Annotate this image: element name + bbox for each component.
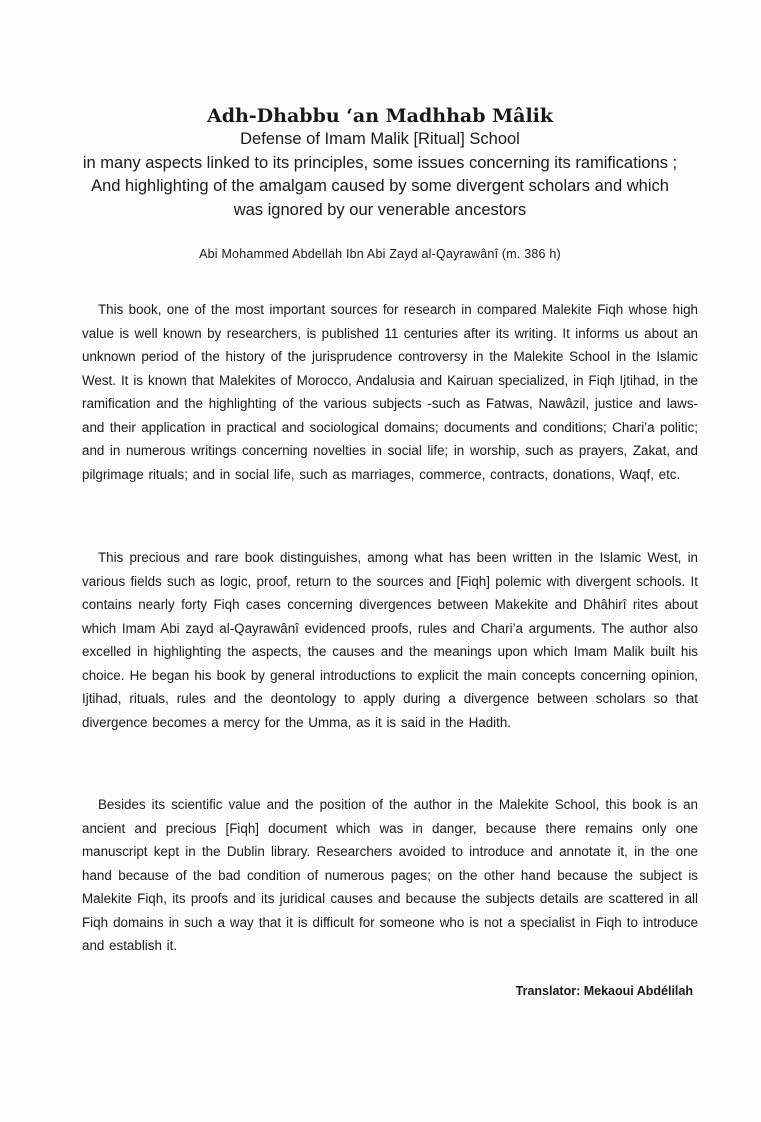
subtitle-line-2: in many aspects linked to its principles, some issues concerning its ramifications ; — [82, 153, 678, 172]
subtitle-line-4: was ignored by our venerable ancestors — [233, 200, 527, 219]
paragraph-2: This precious and rare book distinguishes, among what has been written in the Islamic West, in various fields such as logic, proof, return to the sources and [Fiqh] polemic with divergent schools. It contains nearly forty Fiqh cases concerning divergences between Makekite and Dhâhirî rites about which Imam Abi zayd al-Qayrawânî evidenced proofs, rules and Chari’a arguments. The author also excelled in highlighting the aspects, the causes and the meanings upon which Imam Malik built his choice. He began his book by general introductions to explicit the main concepts concerning opinion, Ijtihad, rituals, rules and the deontology to apply during a divergence between scholars so that divergence becomes a mercy for the Umma, as it is said in the Hadith. — [82, 550, 698, 730]
author-line: Abi Mohammed Abdellah Ibn Abi Zayd al-Qayrawânî (m. 386 h) — [199, 247, 561, 261]
paragraph-1: This book, one of the most important sources for research in compared Malekite Fiqh whose high value is well known by researchers, is published 11 centuries after its writing. It informs us about an unknown period of the history of the jurisprudence controversy in the Malekite School in the Islamic West. It is known that Malekites of Morocco, Andalusia and Kairuan specialized, in Fiqh Ijtihad, in the ramification and the highlighting of the various subjects -such as Fatwas, Nawâzil, justice and laws- and their application in practical and sociological domains; documents and conditions; Chari’a politic; and in numerous writings concerning novelties in social life; in worship, such as prayers, Zakat, and pilgrimage rituals; and in social life, such as marriages, commerce, contracts, donations, Waqf, etc. — [82, 302, 698, 482]
title-block — [60, 104, 700, 222]
translator-credit: Translator: Mekaoui Abdélilah — [515, 984, 693, 998]
subtitle-line-1: Defense of Imam Malik [Ritual] School — [240, 130, 520, 148]
subtitle-line-3: And highlighting of the amalgam caused by some divergent scholars and which — [91, 177, 669, 195]
paragraph-3: Besides its scientific value and the position of the author in the Malekite School, this book is an ancient and precious [Fiqh] document which was in danger, because there remains only one manuscript kept in the Dublin library. Researchers avoided to introduce and annotate it, in the one hand because of the bad condition of numerous pages; on the other hand because the subject is Malekite Fiqh, its proofs and its juridical causes and because the subjects details are scattered in all Fiqh domains in such a way that it is difficult for someone who is not a specialist in Fiqh to introduce and establish it. — [82, 797, 698, 953]
document-title: Adh-Dhabbu ‘an Madhhab Mâlik — [206, 105, 554, 127]
